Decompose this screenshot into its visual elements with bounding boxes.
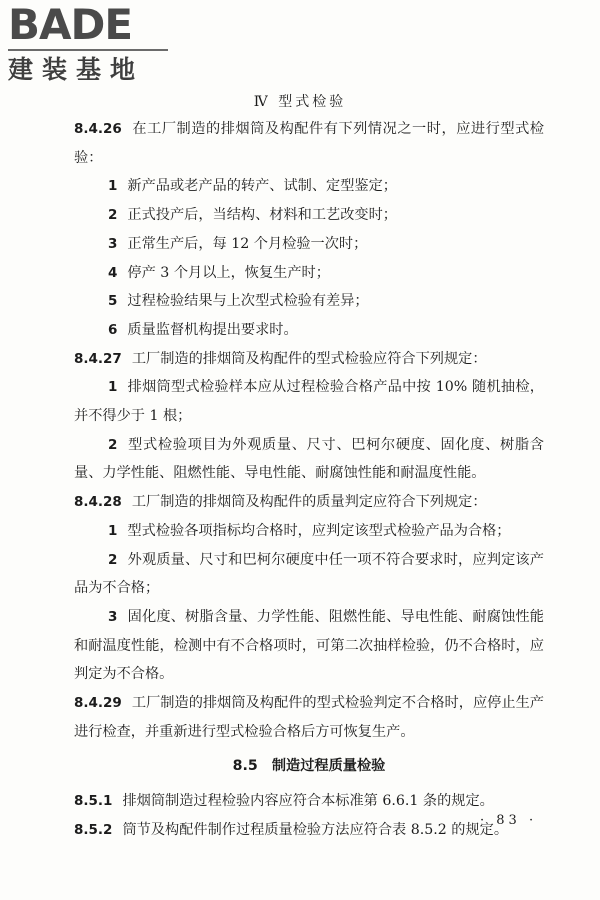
section-heading: Ⅳ 型式检验 bbox=[253, 94, 347, 110]
clause-8-5-1 bbox=[74, 787, 544, 816]
subsection-heading bbox=[74, 752, 544, 781]
list-item bbox=[74, 201, 544, 230]
list-item bbox=[74, 373, 544, 430]
list-item bbox=[74, 316, 544, 345]
item-text: 固化度、树脂含量、力学性能、阻燃性能、导电性能、耐腐蚀性能和耐温度性能，检测中有不合格项时，可第二次抽样检验，仍不合格时，应判定为不合格。 bbox=[74, 608, 544, 683]
item-text: 正式投产后，当结构、材料和工艺改变时； bbox=[127, 207, 397, 224]
clause-number: 8.5.2 bbox=[74, 821, 113, 838]
list-item bbox=[74, 230, 544, 259]
item-text: 正常生产后，每 12 个月检验一次时； bbox=[127, 235, 368, 252]
item-number: 2 bbox=[108, 551, 118, 568]
list-item bbox=[74, 172, 544, 201]
item-number: 1 bbox=[108, 522, 118, 539]
clause-number: 8.5.1 bbox=[74, 793, 113, 810]
item-number: 2 bbox=[108, 207, 118, 224]
list-item bbox=[74, 259, 544, 288]
clause-number: 8.4.27 bbox=[74, 350, 122, 367]
clause-8-4-28 bbox=[74, 488, 544, 517]
clause-8-4-26 bbox=[74, 115, 544, 172]
item-number: 3 bbox=[108, 235, 118, 252]
list-item bbox=[74, 603, 544, 689]
clause-number: 8.4.28 bbox=[74, 494, 122, 511]
clause-text: 工厂制造的排烟筒及构配件的型式检验判定不合格时，应停止生产进行检查，并重新进行型式检验合格后方可恢复生产。 bbox=[74, 695, 544, 740]
item-text: 外观质量、尺寸和巴柯尔硬度中任一项不符合要求时，应判定该产品为不合格； bbox=[74, 551, 544, 597]
list-item bbox=[74, 517, 544, 546]
logo-divider bbox=[8, 49, 168, 51]
logo-brand: BADE bbox=[8, 0, 133, 49]
clause-number: 8.4.26 bbox=[74, 121, 122, 137]
item-text: 型式检验各项指标均合格时，应判定该型式检验产品为合格； bbox=[127, 522, 511, 539]
clause-8-4-29 bbox=[74, 689, 544, 746]
clause-text: 在工厂制造的排烟筒及构配件有下列情况之一时，应进行型式检验： bbox=[74, 121, 544, 166]
clause-text: 工厂制造的排烟筒及构配件的型式检验应符合下列规定： bbox=[131, 350, 487, 367]
item-text: 质量监督机构提出要求时。 bbox=[127, 321, 298, 338]
item-text: 型式检验项目为外观质量、尺寸、巴柯尔硬度、固化度、树脂含量、力学性能、阻燃性能、导电性能、耐腐蚀性能和耐温度性能。 bbox=[74, 436, 544, 482]
item-number: 4 bbox=[108, 264, 118, 281]
item-number: 1 bbox=[108, 178, 118, 195]
item-number: 6 bbox=[108, 321, 118, 338]
item-text: 过程检验结果与上次型式检验有差异； bbox=[127, 293, 369, 310]
item-number: 3 bbox=[108, 608, 118, 625]
list-item bbox=[74, 287, 544, 316]
item-text: 新产品或老产品的转产、试制、定型鉴定； bbox=[127, 178, 397, 195]
clause-8-4-27 bbox=[74, 345, 544, 374]
page-number: · 83 · bbox=[480, 813, 538, 828]
bade-logo bbox=[8, 2, 178, 92]
list-item bbox=[74, 546, 544, 603]
item-text: 排烟筒型式检验样本应从过程检验合格产品中按 10% 随机抽检，并不得少于 1 根； bbox=[74, 379, 544, 425]
item-number: 1 bbox=[108, 379, 118, 396]
logo-subtitle: 建装基地 bbox=[8, 55, 145, 84]
clause-text: 工厂制造的排烟筒及构配件的质量判定应符合下列规定： bbox=[131, 494, 487, 511]
clause-text: 筒节及构配件制作过程质量检验方法应符合表 8.5.2 的规定。 bbox=[122, 821, 509, 838]
clause-number: 8.4.29 bbox=[74, 695, 122, 712]
clause-8-5-2 bbox=[74, 816, 544, 845]
list-item bbox=[74, 431, 544, 488]
clause-text: 排烟筒制造过程检验内容应符合本标准第 6.6.1 条的规定。 bbox=[122, 793, 494, 810]
item-text: 停产 3 个月以上，恢复生产时； bbox=[127, 264, 330, 281]
subsection-number: 8.5 bbox=[232, 758, 258, 775]
item-number: 2 bbox=[108, 436, 118, 453]
document-body bbox=[74, 115, 544, 845]
item-number: 5 bbox=[108, 293, 118, 310]
subsection-title: 制造过程质量检验 bbox=[271, 758, 386, 775]
